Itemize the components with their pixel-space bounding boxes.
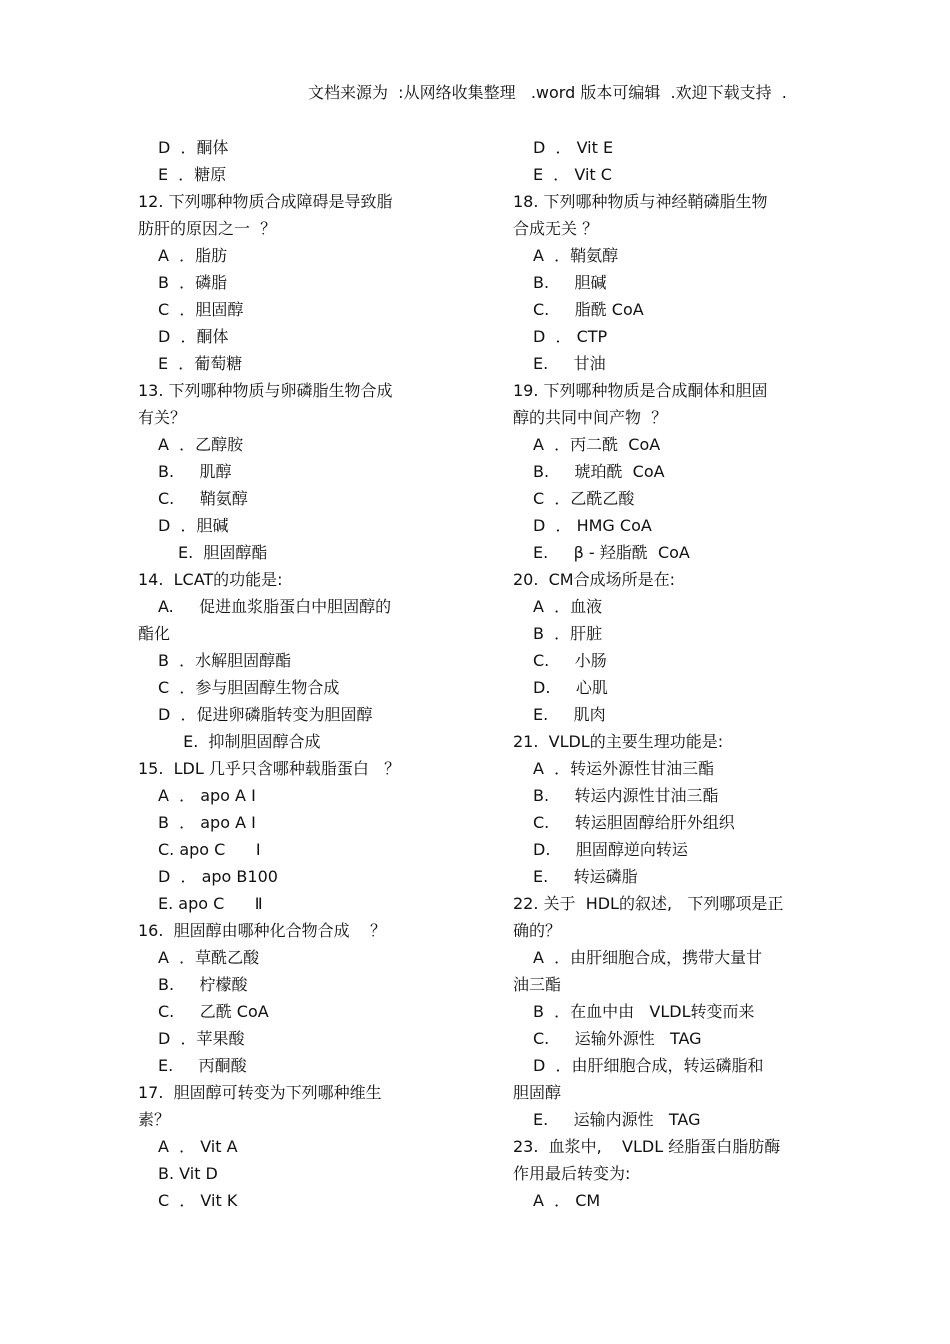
option-line: A ．转运外源性甘油三酯 [533, 759, 715, 778]
option-line: D. 心肌 [533, 678, 608, 697]
question-line: 有关？ [138, 408, 187, 427]
left-column [138, 134, 438, 1214]
question-line: 合成无关 ？ [513, 219, 599, 238]
question-line: 22. 关于 HDL的叙述, 下列哪项是正 [513, 894, 784, 913]
option-line: D ． Vit E [533, 138, 614, 157]
question-line: 23. 血浆中, VLDL 经脂蛋白脂肪酶 [513, 1137, 781, 1156]
question-line: 12. 下列哪种物质合成障碍是导致脂 [138, 192, 393, 211]
option-line: E. 丙酮酸 [158, 1056, 247, 1075]
option-line: D ．促进卵磷脂转变为胆固醇 [158, 705, 373, 724]
option-line: B ．肝脏 [533, 624, 603, 643]
option-line: C. 鞘氨醇 [158, 489, 248, 508]
option-line: C ．乙酰乙酸 [533, 489, 635, 508]
question-line: 素？ [138, 1110, 171, 1129]
option-line: C. 小肠 [533, 651, 607, 670]
option-line: E ．糖原 [158, 165, 227, 184]
option-line: D ． HMG CoA [533, 516, 652, 535]
option-line: A ．由肝细胞合成，携带大量甘 [533, 948, 763, 967]
option-line: A. 促进血浆脂蛋白中胆固醇的 [158, 597, 392, 616]
option-line: C. 转运胆固醇给肝外组织 [533, 813, 735, 832]
question-line: 油三酯 [513, 975, 562, 994]
option-line: A ．脂肪 [158, 246, 228, 265]
option-line: B ．磷脂 [158, 273, 228, 292]
question-line: 酯化 [138, 624, 171, 643]
option-line: A ．鞘氨醇 [533, 246, 619, 265]
question-line: 醇的共同中间产物 ？ [513, 408, 668, 427]
option-line: D ．苹果酸 [158, 1029, 245, 1048]
option-line: B. 转运内源性甘油三酯 [533, 786, 719, 805]
question-line: 17. 胆固醇可转变为下列哪种维生 [138, 1083, 382, 1102]
option-line: A ．丙二酰 CoA [533, 435, 661, 454]
option-line: E. 抑制胆固醇合成 [178, 732, 321, 751]
option-line: C. 脂酰 CoA [533, 300, 644, 319]
option-line: C ． Vit K [158, 1191, 238, 1210]
option-line: C. 运输外源性 TAG [533, 1029, 702, 1048]
option-line: B. 肌醇 [158, 462, 232, 481]
question-line: 确的？ [513, 921, 562, 940]
option-line: E. 肌肉 [533, 705, 606, 724]
question-line: 13. 下列哪种物质与卵磷脂生物合成 [138, 381, 393, 400]
option-line: E. β - 羟脂酰 CoA [533, 543, 690, 562]
question-line: 作用最后转变为: [513, 1164, 631, 1183]
option-line: B ．水解胆固醇酯 [158, 651, 292, 670]
option-line: B ． apo A Ⅰ [158, 813, 256, 832]
option-line: E ． Vit C [533, 165, 612, 184]
option-line: D ．酮体 [158, 327, 229, 346]
option-line: A ．血液 [533, 597, 603, 616]
option-line: D ． apo B100 [158, 867, 278, 886]
option-line: B ．在血中由 VLDL转变而来 [533, 1002, 755, 1021]
question-line: 19. 下列哪种物质是合成酮体和胆固 [513, 381, 768, 400]
option-line: E. 转运磷脂 [533, 867, 638, 886]
question-line: 20. CM合成场所是在: [513, 570, 675, 589]
option-line: D ． CTP [533, 327, 608, 346]
option-line: A ． Vit A [158, 1137, 238, 1156]
option-line: A ．草酰乙酸 [158, 948, 260, 967]
option-line: C ．参与胆固醇生物合成 [158, 678, 340, 697]
option-line: A ．乙醇胺 [158, 435, 244, 454]
question-line: 15. LDL 几乎只含哪种载脂蛋白 ？ [138, 759, 401, 778]
option-line: B. 柠檬酸 [158, 975, 248, 994]
question-line: 21. VLDL的主要生理功能是: [513, 732, 724, 751]
option-line: D ．由肝细胞合成，转运磷脂和 [533, 1056, 764, 1075]
question-line: 18. 下列哪种物质与神经鞘磷脂生物 [513, 192, 768, 211]
option-line: A ． CM [533, 1191, 601, 1210]
option-line: B. 胆碱 [533, 273, 607, 292]
question-line: 16. 胆固醇由哪种化合物合成 ？ [138, 921, 386, 940]
option-line: C. apo C Ⅰ [158, 840, 261, 859]
option-line: D ．胆碱 [158, 516, 229, 535]
option-line: E. 甘油 [533, 354, 606, 373]
option-line: E ．葡萄糖 [158, 354, 243, 373]
question-line: 胆固醇 [513, 1083, 562, 1102]
option-line: E. 运输内源性 TAG [533, 1110, 701, 1129]
option-line: B. Vit D [158, 1164, 218, 1183]
option-line: B. 琥珀酰 CoA [533, 462, 665, 481]
question-line: 14. LCAT的功能是: [138, 570, 283, 589]
page-header: 文档来源为 :从网络收集整理 .word 版本可编辑 .欢迎下载支持 . [308, 83, 787, 102]
right-column [513, 134, 813, 1214]
option-line: E. apo C Ⅱ [158, 894, 263, 913]
option-line: C. 乙酰 CoA [158, 1002, 269, 1021]
question-line: 肪肝的原因之一 ？ [138, 219, 277, 238]
option-line: D. 胆固醇逆向转运 [533, 840, 688, 859]
option-line: D ．酮体 [158, 138, 229, 157]
option-line: A ． apo A Ⅰ [158, 786, 256, 805]
option-line: C ．胆固醇 [158, 300, 244, 319]
option-line: E. 胆固醇酯 [178, 543, 268, 562]
